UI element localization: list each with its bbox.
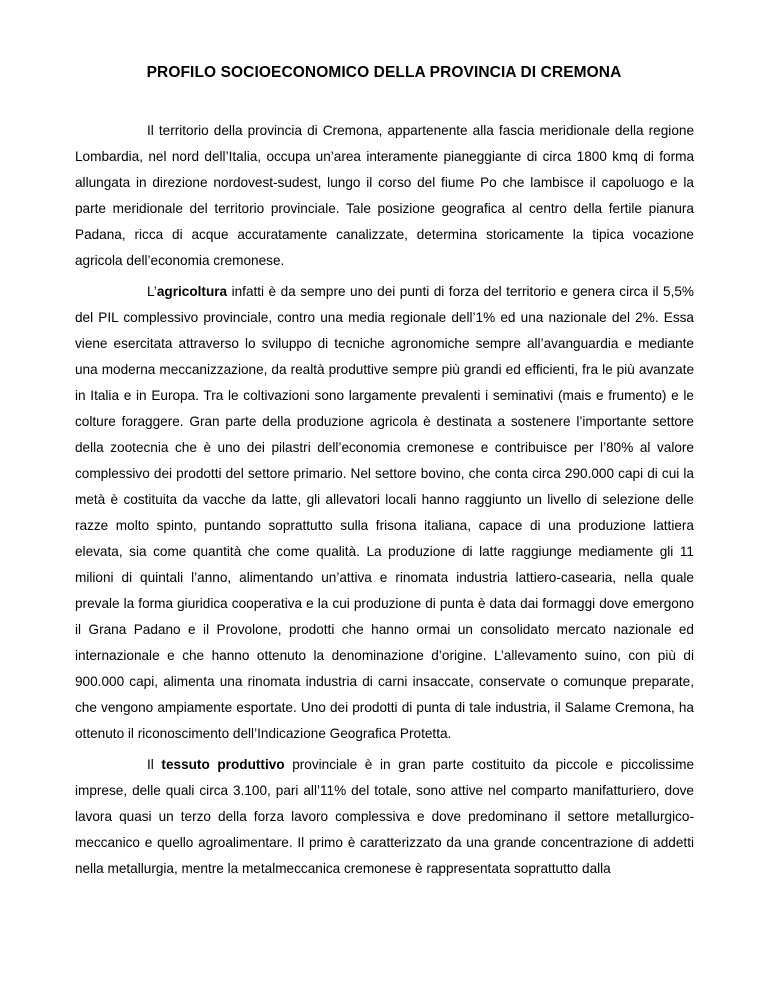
paragraph-territory	[75, 118, 694, 274]
paragraph-agriculture	[75, 279, 694, 747]
document-body	[75, 118, 694, 887]
keyword-agricoltura: agricoltura	[156, 284, 228, 299]
keyword-tessuto-produttivo: tessuto produttivo	[161, 757, 285, 772]
paragraph-text-rest: infatti è da sempre uno dei punti di forza del territorio e genera circa il 5,5% del PIL complessivo provinciale, contro una media regionale dell’1% ed una nazionale del 2%. Essa viene esercitata attraverso lo sviluppo di tecniche agronomiche sempre all’avanguardia e mediante una moderna meccanizzazione, da realtà produttive sempre più grandi ed efficienti, fra le più avanzate in Italia e in Europa. Tra le coltivazioni sono largamente prevalenti i seminativi (mais e frumento) e le colture foraggere. Gran parte della produzione agricola è destinata a sostenere l’importante settore della zootecnia che è uno dei pilastri dell’economia cremonese e contribuisce per l’80% al valore complessivo dei prodotti del settore primario. Nel settore bovino, che conta circa 290.000 capi di cui la metà è costituita da vacche da latte, gli allevatori locali hanno raggiunto un livello di selezione delle razze molto spinto, puntando soprattutto sulla frisona italiana, capace di una produzione lattiera elevata, sia come quantità che come qualità. La produzione di latte raggiunge mediamente gli 11 milioni di quintali l’anno, alimentando un’attiva e rinomata industria lattiero-casearia, nella quale prevale la forma giuridica cooperativa e la cui produzione di punta è data dai formaggi dove emergono il Grana Padano e il Provolone, prodotti che hanno ormai un consolidato mercato nazionale ed internazionale e che hanno ottenuto la denominazione d’origine. L’allevamento suino, con più di 900.000 capi, alimenta una rinomata industria di carni insaccate, conservate o comunque preparate, che vengono ampiamente esportate. Uno dei prodotti di punta di tale industria, il Salame Cremona, ha ottenuto il riconoscimento dell’Indicazione Geografica Protetta.	[75, 284, 694, 741]
paragraph-text-rest: provinciale è in gran parte costituito da piccole e piccolissime imprese, delle quali circa 3.100, pari all’11% del totale, sono attive nel comparto manifatturiero, dove lavora quasi un terzo della forza lavoro complessiva e dove predominano il settore metallurgico-meccanico e quello agroalimentare. Il primo è caratterizzato da una grande concentrazione di addetti nella metallurgia, mentre la metalmeccanica cremonese è rappresentata soprattutto dalla	[75, 757, 694, 876]
paragraph-text: Il territorio della provincia di Cremona, appartenente alla fascia meridionale della regione Lombardia, nel nord dell’Italia, occupa un’area interamente pianeggiante di circa 1800 kmq di forma allungata in direzione nordovest-sudest, lungo il corso del fiume Po che lambisce il capoluogo e la parte meridionale del territorio provinciale. Tale posizione geografica al centro della fertile pianura Padana, ricca di acque accuratamente canalizzate, determina storicamente la tipica vocazione agricola dell’economia cremonese.	[75, 123, 694, 268]
paragraph-productive-fabric	[75, 752, 694, 882]
page-title: PROFILO SOCIOECONOMICO DELLA PROVINCIA DI CREMONA	[146, 64, 622, 81]
paragraph-text-start: Il	[147, 757, 162, 772]
paragraph-text-start: L’	[147, 284, 157, 299]
